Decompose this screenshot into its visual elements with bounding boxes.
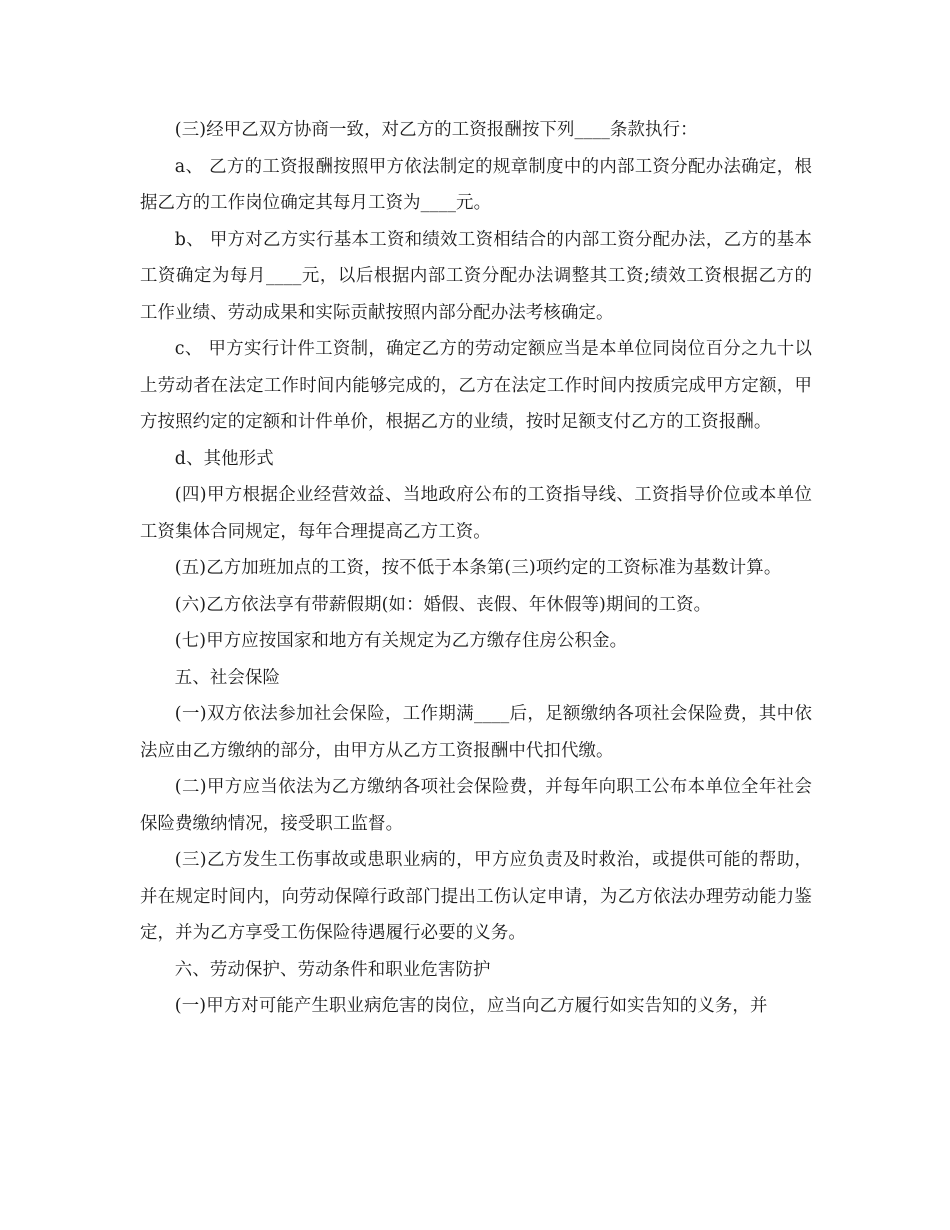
clause-six: (六)乙方依法享有带薪假期(如：婚假、丧假、年休假等)期间的工资。 bbox=[174, 594, 712, 615]
clause-four: (四)甲方根据企业经营效益、当地政府公布的工资指导线、工资指导价位或本单位工资集体合同规定，每年合理提高乙方工资。 bbox=[140, 485, 812, 542]
wage-option-d: d、其他形式 bbox=[174, 448, 274, 469]
protection-clause-one: (一)甲方对可能产生职业病危害的岗位，应当向乙方履行如实告知的义务，并 bbox=[174, 996, 768, 1016]
wage-clause-intro: (三)经甲乙双方协商一致，对乙方的工资报酬按下列____条款执行： bbox=[174, 120, 698, 140]
document-body bbox=[140, 112, 812, 1025]
wage-option-a: a、 乙方的工资报酬按照甲方依法制定的规章制度中的内部工资分配办法确定，根据乙方的工作岗位确定其每月工资为____元。 bbox=[140, 156, 812, 213]
insurance-clause-two: (二)甲方应当依法为乙方缴纳各项社会保险费，并每年向职工公布本单位全年社会保险费缴纳情况，接受职工监督。 bbox=[140, 777, 812, 834]
clause-five: (五)乙方加班加点的工资，按不低于本条第(三)项约定的工资标准为基数计算。 bbox=[174, 558, 782, 578]
insurance-clause-three: (三)乙方发生工伤事故或患职业病的，甲方应负责及时救治，或提供可能的帮助，并在规定时间内，向劳动保障行政部门提出工伤认定申请，为乙方依法办理劳动能力鉴定，并为乙方享受工伤保险待遇履行必要的义务。 bbox=[140, 850, 812, 943]
insurance-clause-one: (一)双方依法参加社会保险，工作期满____后，足额缴纳各项社会保险费，其中依法应由乙方缴纳的部分，由甲方从乙方工资报酬中代扣代缴。 bbox=[140, 704, 812, 761]
section-heading-labor-protection: 六、劳动保护、劳动条件和职业危害防护 bbox=[174, 959, 491, 980]
clause-seven: (七)甲方应按国家和地方有关规定为乙方缴存住房公积金。 bbox=[174, 631, 628, 651]
section-heading-social-insurance: 五、社会保险 bbox=[174, 667, 281, 688]
wage-option-c: c、 甲方实行计件工资制，确定乙方的劳动定额应当是本单位同岗位百分之九十以上劳动者在法定工作时间内能够完成的，乙方在法定工作时间内按质完成甲方定额，甲方按照约定的定额和计件单价，根据乙方的业绩，按时足额支付乙方的工资报酬。 bbox=[140, 339, 812, 432]
wage-option-b: b、 甲方对乙方实行基本工资和绩效工资相结合的内部工资分配办法，乙方的基本工资确定为每月____元，以后根据内部工资分配办法调整其工资;绩效工资根据乙方的工作业绩、劳动成果和实际贡献按照内部分配办法考核确定。 bbox=[140, 229, 812, 323]
